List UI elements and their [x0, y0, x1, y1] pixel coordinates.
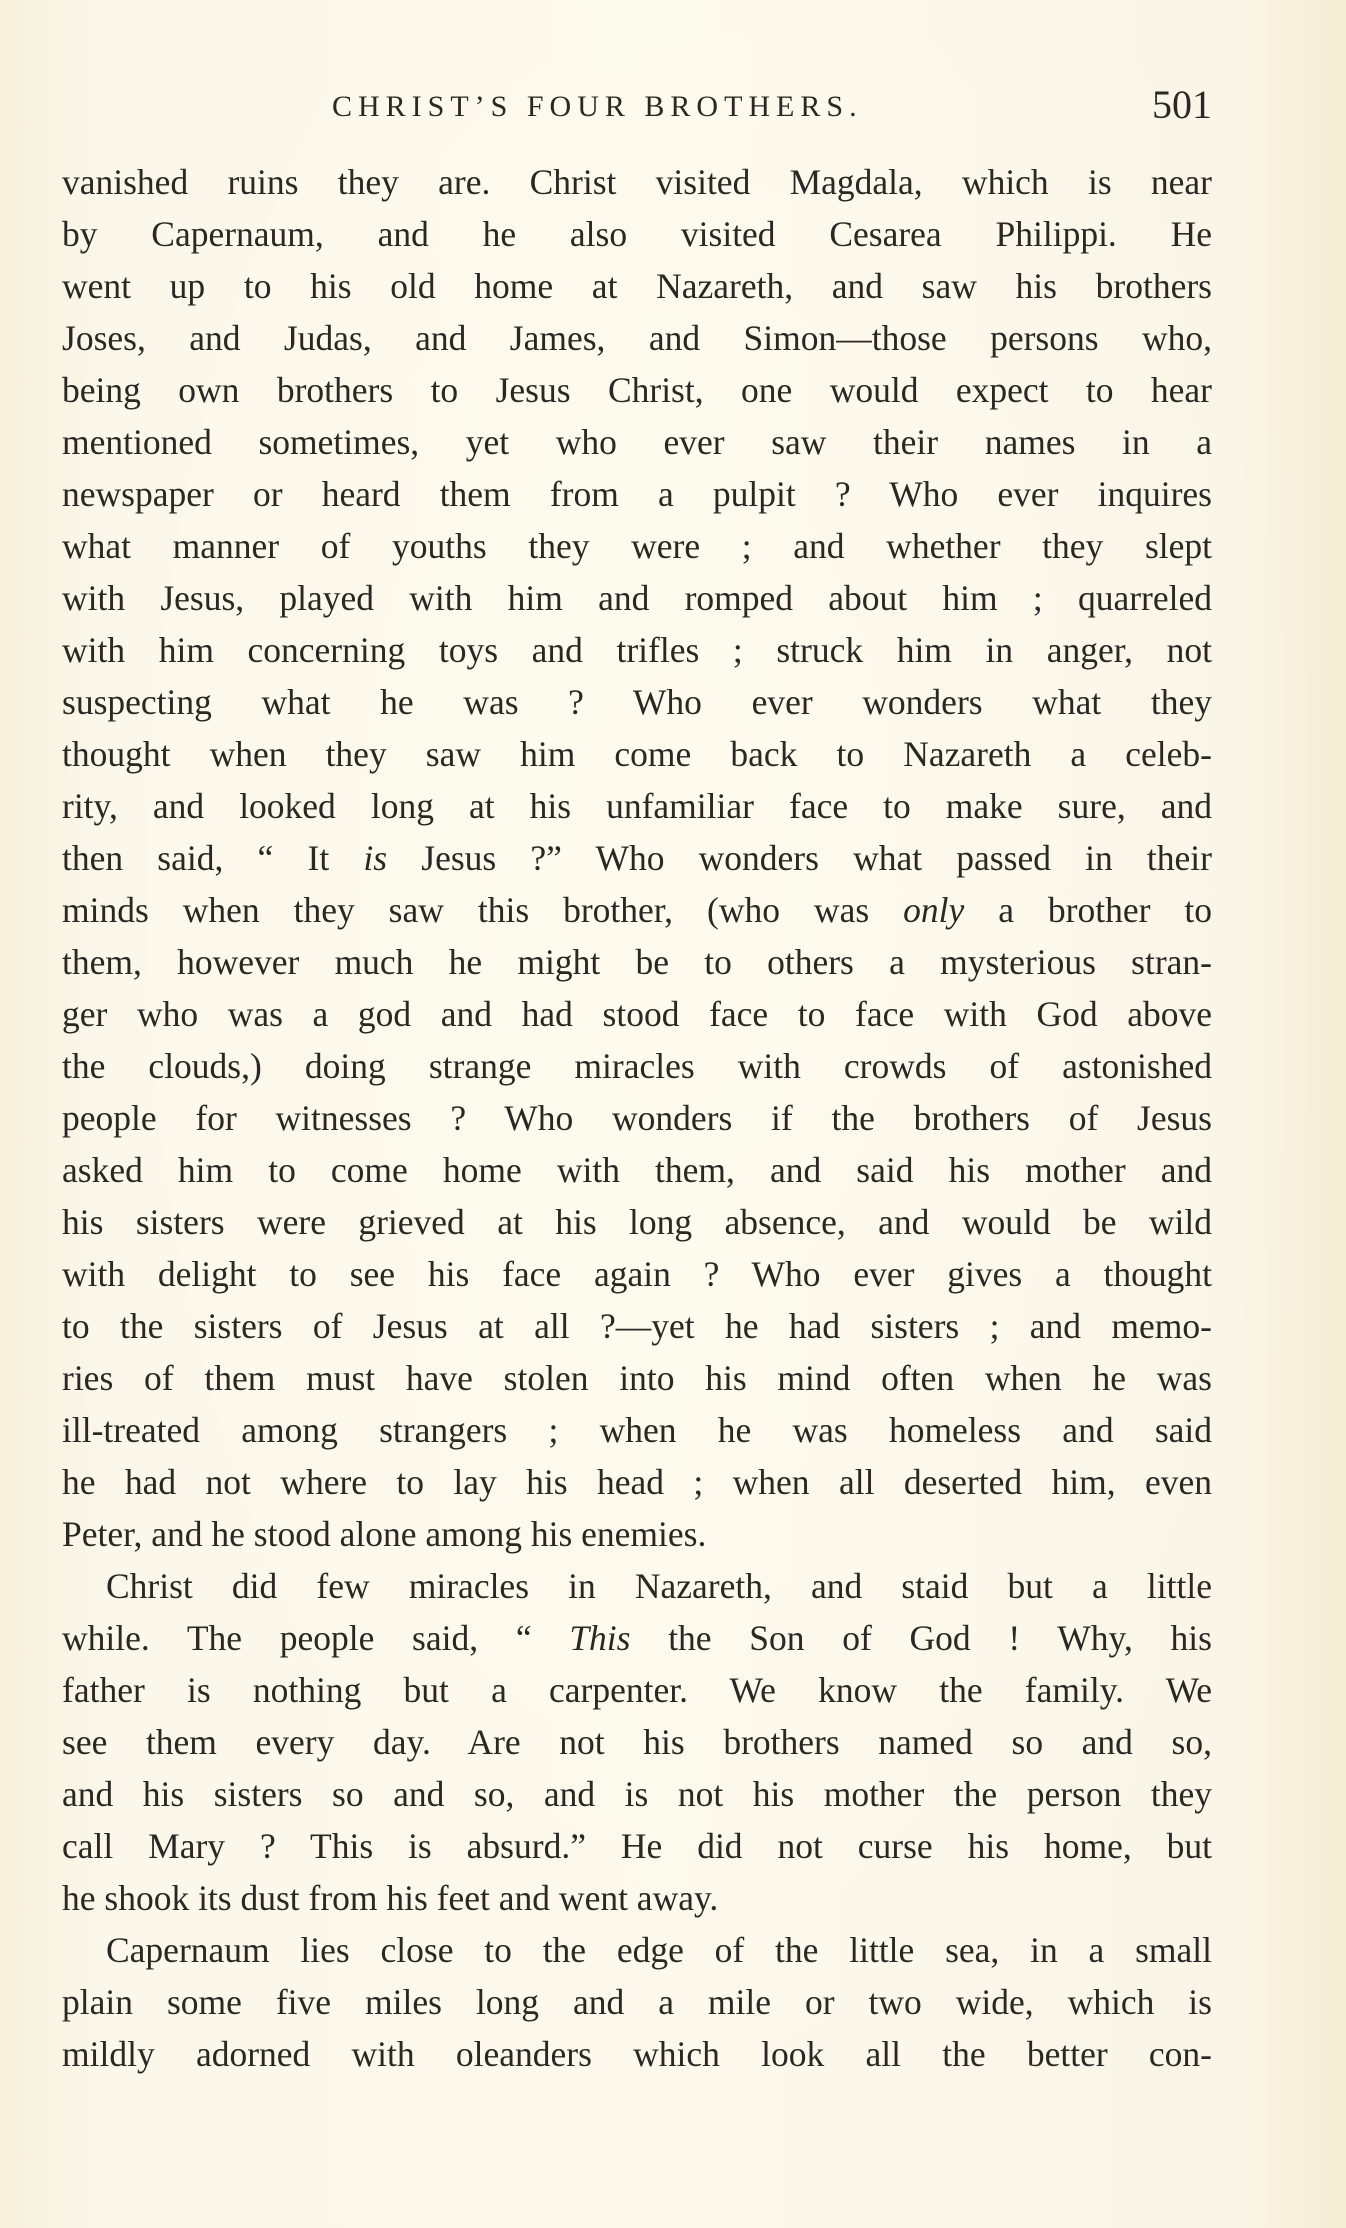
text-line: Joses, and Judas, and James, and Simon—those persons who, [62, 318, 1212, 358]
text-line: being own brothers to Jesus Christ, one would expect to hear [62, 370, 1212, 410]
text-line: ries of them must have stolen into his mind often when he was [62, 1358, 1212, 1398]
text-line: Christ did few miracles in Nazareth, and staid but a little [106, 1566, 1212, 1606]
text-line: plain some five miles long and a mile or two wide, which is [62, 1982, 1212, 2022]
text-line: mildly adorned with oleanders which look all the better con- [62, 2034, 1212, 2074]
text-line: asked him to come home with them, and said his mother and [62, 1150, 1212, 1190]
italic-run: only [903, 890, 965, 930]
text-run: minds when they saw this brother, (who was [62, 890, 904, 930]
text-line: see them every day. Are not his brothers named so and so, [62, 1722, 1212, 1762]
text-line: them, however much he might be to others a mysterious stran- [62, 942, 1212, 982]
running-head [62, 82, 1212, 132]
text-line: with delight to see his face again ? Who ever gives a thought [62, 1254, 1212, 1294]
text-line: his sisters were grieved at his long absence, and would be wild [62, 1202, 1212, 1242]
text-line: the clouds,) doing strange miracles with crowds of astonished [62, 1046, 1212, 1086]
text-line: what manner of youths they were ; and whether they slept [62, 526, 1212, 566]
text-line: with him concerning toys and trifles ; struck him in anger, not [62, 630, 1212, 670]
running-title: CHRIST’S FOUR BROTHERS. [332, 90, 863, 123]
italic-run: This [569, 1618, 631, 1658]
text-run: Jesus ?” Who wonders what passed in their [387, 838, 1212, 878]
text-line [62, 884, 1212, 936]
text-line: ill-treated among strangers ; when he was homeless and said [62, 1410, 1212, 1450]
text-run: while. The people said, “ [62, 1618, 570, 1658]
text-line: mentioned sometimes, yet who ever saw their names in a [62, 422, 1212, 462]
body-text [62, 156, 1212, 2080]
text-line: vanished ruins they are. Christ visited Magdala, which is near [62, 162, 1212, 202]
text-run: the Son of God ! Why, his [630, 1618, 1212, 1658]
text-run: a brother to [964, 890, 1212, 930]
text-line: Capernaum lies close to the edge of the little sea, in a small [106, 1930, 1212, 1970]
text-line: call Mary ? This is absurd.” He did not curse his home, but [62, 1826, 1212, 1866]
text-line [62, 832, 1212, 884]
text-line: by Capernaum, and he also visited Cesarea Philippi. He [62, 214, 1212, 254]
italic-run: is [363, 838, 388, 878]
text-line: thought when they saw him come back to Nazareth a celeb- [62, 734, 1212, 774]
text-line: people for witnesses ? Who wonders if the brothers of Jesus [62, 1098, 1212, 1138]
text-line: father is nothing but a carpenter. We know the family. We [62, 1670, 1212, 1710]
text-line: went up to his old home at Nazareth, and saw his brothers [62, 266, 1212, 306]
text-line: Peter, and he stood alone among his enemies. [62, 1514, 707, 1554]
text-line: rity, and looked long at his unfamiliar face to make sure, and [62, 786, 1212, 826]
text-line: he shook its dust from his feet and went away. [62, 1878, 719, 1918]
text-line: suspecting what he was ? Who ever wonders what they [62, 682, 1212, 722]
text-line: he had not where to lay his head ; when all deserted him, even [62, 1462, 1212, 1502]
page-number: 501 [1152, 82, 1212, 127]
text-line: and his sisters so and so, and is not his mother the person they [62, 1774, 1212, 1814]
text-line: to the sisters of Jesus at all ?—yet he had sisters ; and memo- [62, 1306, 1212, 1346]
text-line: with Jesus, played with him and romped about him ; quarreled [62, 578, 1212, 618]
text-line: newspaper or heard them from a pulpit ? Who ever inquires [62, 474, 1212, 514]
text-line: ger who was a god and had stood face to face with God above [62, 994, 1212, 1034]
text-line [62, 1612, 1212, 1664]
text-run: then said, “ It [62, 838, 364, 878]
